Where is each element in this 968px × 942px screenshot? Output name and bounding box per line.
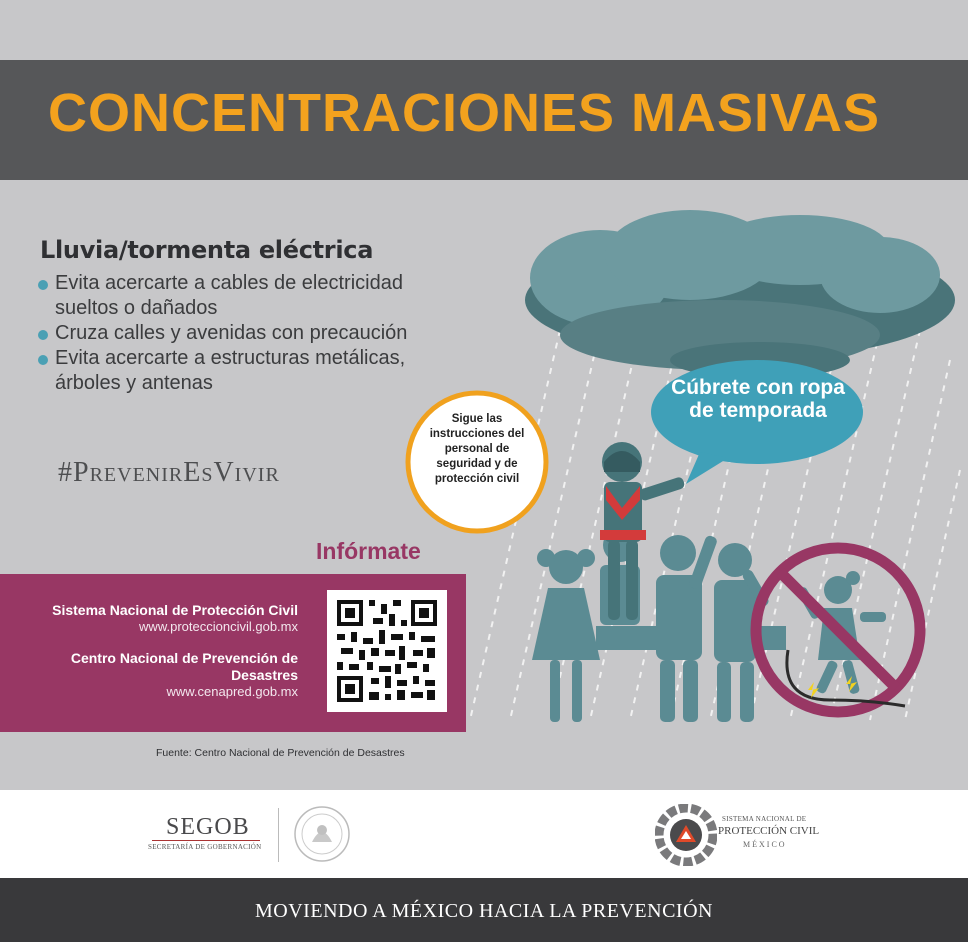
qr-code[interactable]: [327, 590, 447, 712]
org2-block: [38, 650, 298, 700]
logo-divider: [278, 808, 279, 862]
bubble-text: Cúbrete con ropa de temporada: [671, 376, 845, 422]
crowd-figures-icon: [532, 442, 786, 722]
org1-name: Sistema Nacional de Protección Civil: [52, 602, 298, 618]
org1-url[interactable]: www.proteccioncivil.gob.mx: [139, 619, 298, 634]
segob-subtitle: SECRETARÍA DE GOBERNACIÓN: [148, 843, 262, 851]
org2-name: Centro Nacional de Prevención de Desastres: [70, 650, 298, 683]
tip-text: Evita acercarte a estructuras metálicas, árboles y antenas: [55, 347, 406, 394]
pc-logo-line2: PROTECCIÓN CIVIL: [718, 825, 820, 837]
footer-slogan: MOVIENDO A MÉXICO HACIA LA PREVENCIÓN: [255, 900, 713, 922]
tip-text: Cruza calles y avenidas con precaución: [55, 322, 408, 344]
logos-bar: [0, 790, 968, 878]
page-title: CONCENTRACIONES MASIVAS: [47, 83, 881, 143]
tip-text: Evita acercarte a cables de electricidad sueltos o dañados: [55, 272, 403, 319]
proteccion-civil-logo-icon: [655, 804, 717, 866]
pc-logo-line3: MÉXICO: [743, 840, 787, 849]
hashtag: #PrevenirEsVivir: [58, 457, 280, 488]
segob-divider: [152, 840, 260, 841]
instruction-text: Sigue las instrucciones del personal de seguridad y de protección civil: [429, 413, 525, 485]
segob-logo: SEGOB: [166, 814, 250, 840]
org2-url[interactable]: www.cenapred.gob.mx: [166, 684, 298, 699]
qr-code-icon: [327, 590, 447, 712]
storm-cloud-icon: [525, 210, 955, 378]
source-note: Fuente: Centro Nacional de Prevención de Desastres: [156, 747, 405, 759]
info-heading: Infórmate: [316, 538, 421, 564]
pc-logo-line1: SISTEMA NACIONAL DE: [722, 815, 807, 823]
coat-of-arms-icon: [290, 804, 354, 864]
org1-block: [52, 602, 298, 635]
section-subtitle: Lluvia/tormenta eléctrica: [40, 236, 374, 264]
